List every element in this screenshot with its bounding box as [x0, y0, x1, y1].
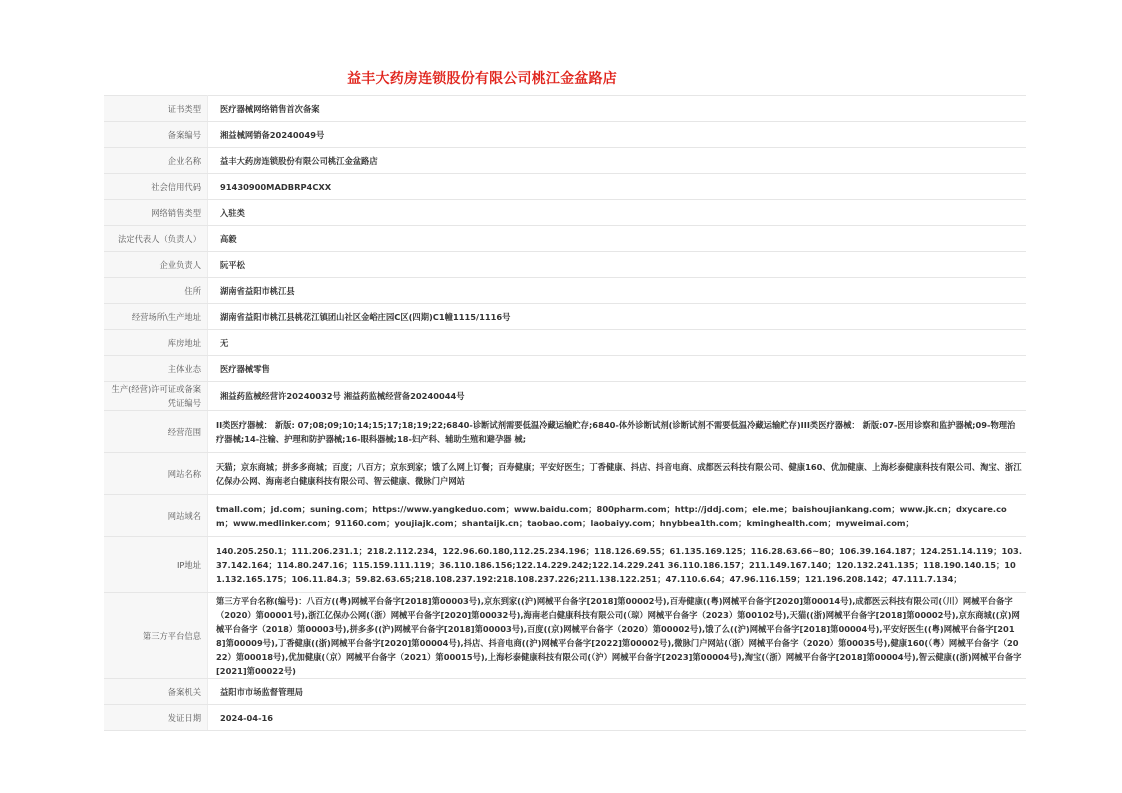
row-label: 经营场所\生产地址 [104, 304, 208, 330]
table-row [104, 226, 1026, 252]
row-value: 天猫；京东商城；拼多多商城；百度；八百方；京东到家；饿了么网上订餐；百寿健康；平安好医生；丁香健康、抖店、抖音电商、成都医云科技有限公司、健康160、优加健康、上海杉泰健康科技有限公司、淘宝、浙江亿保办公网、海南老白健康科技有限公司、智云健康、微脉门户网站 [208, 453, 1027, 495]
row-value: 91430900MADBRP4CXX [208, 174, 1027, 200]
record-table [104, 95, 1026, 731]
row-label: 住所 [104, 278, 208, 304]
row-label: 发证日期 [104, 705, 208, 731]
row-label: 主体业态 [104, 356, 208, 382]
table-row [104, 330, 1026, 356]
row-value: 高毅 [208, 226, 1027, 252]
row-value: 第三方平台名称(编号)：八百方((粤)网械平台备字[2018]第00003号),京东到家((沪)网械平台备字[2018]第00002号),百寿健康((粤)网械平台备字[2020]第00014号),成都医云科技有限公司(（川）网械平台备字（2020）第00001号),浙江亿保办公网(（浙）网械平台备字[2020]第00032号),海南老白健康科技有限公司(（琼）网械平台备字（2023）第00102号),天猫((浙)网械平台备字[2018]第00002号),京东商城((京)网械平台备字（2018）第00003号),拼多多((沪)网械平台备字[2018]第00003号),百度((京)网械平台备字（2020）第00002号),饿了么((沪)网械平台备字[2018]第00004号),平安好医生((粤)网械平台备字[2018]第00009号),丁香健康((浙)网械平台备字[2020]第00004号),抖店、抖音电商((沪)网械平台备字[2022]第00002号),微脉门户网站(（浙）网械平台备字（2020）第00035号),健康160(（粤）网械平台备字（2022）第00018号),优加健康(（京）网械平台备字（2021）第00015号),上海杉泰健康科技有限公司(（沪）网械平台备字[2023]第00004号),淘宝(（浙）网械平台备字[2018]第00004号),智云健康((浙)网械平台备字[2021]第00022号) [208, 593, 1027, 679]
table-row [104, 537, 1026, 593]
table-row [104, 174, 1026, 200]
row-value: 益阳市市场监督管理局 [208, 679, 1027, 705]
row-value: tmall.com；jd.com；suning.com；https://www.yangkeduo.com；www.baidu.com；800pharm.com；http://jddj.com；ele.me；baishoujiankang.com；www.jk.cn；dxycare.com；www.medlinker.com；91160.com；youjiajk.com；shantaijk.cn；taobao.com；laobaiyy.com；hnybbea1th.com；kminghealth.com；myweimai.com； [208, 495, 1027, 537]
row-value: 无 [208, 330, 1027, 356]
row-label: IP地址 [104, 537, 208, 593]
table-row [104, 304, 1026, 330]
row-value: 入驻类 [208, 200, 1027, 226]
row-value: 湘益械网销备20240049号 [208, 122, 1027, 148]
table-row [104, 148, 1026, 174]
row-label: 备案机关 [104, 679, 208, 705]
table-row [104, 200, 1026, 226]
row-value: 湖南省益阳市桃江县 [208, 278, 1027, 304]
row-label: 生产(经营)许可证或备案凭证编号 [104, 382, 208, 411]
table-row [104, 382, 1026, 411]
row-label: 企业负责人 [104, 252, 208, 278]
table-row [104, 96, 1026, 122]
row-label: 法定代表人（负责人） [104, 226, 208, 252]
row-value: 医疗器械零售 [208, 356, 1027, 382]
table-row [104, 453, 1026, 495]
table-row [104, 252, 1026, 278]
document-title: 益丰大药房连锁股份有限公司桃江金盆路店 [347, 71, 617, 87]
row-label: 网站域名 [104, 495, 208, 537]
row-label: 企业名称 [104, 148, 208, 174]
table-row [104, 278, 1026, 304]
row-label: 网络销售类型 [104, 200, 208, 226]
table-row [104, 705, 1026, 731]
row-label: 库房地址 [104, 330, 208, 356]
row-value: 湘益药监械经营许20240032号 湘益药监械经营备20240044号 [208, 382, 1027, 411]
table-row [104, 356, 1026, 382]
row-value: 阮平松 [208, 252, 1027, 278]
row-value: 2024-04-16 [208, 705, 1027, 731]
row-label: 经营范围 [104, 411, 208, 453]
row-value: II类医疗器械： 新版: 07;08;09;10;14;15;17;18;19;22;6840-诊断试剂需要低温冷藏运输贮存;6840-体外诊断试剂(诊断试剂不需要低温冷藏运输贮存)III类医疗器械： 新版:07-医用诊察和监护器械;09-物理治疗器械;14-注输、护理和防护器械;16-眼科器械;18-妇产科、辅助生殖和避孕器 械; [208, 411, 1027, 453]
row-label: 备案编号 [104, 122, 208, 148]
table-row [104, 679, 1026, 705]
table-row [104, 495, 1026, 537]
table-row [104, 411, 1026, 453]
row-label: 证书类型 [104, 96, 208, 122]
row-value: 益丰大药房连锁股份有限公司桃江金盆路店 [208, 148, 1027, 174]
row-label: 网站名称 [104, 453, 208, 495]
row-value: 湖南省益阳市桃江县桃花江镇团山社区金峪庄园C区(四期)C1幢1115/1116号 [208, 304, 1027, 330]
row-value: 140.205.250.1；111.206.231.1；218.2.112.234，122.96.60.180,112.25.234.196；118.126.69.55；61.135.169.125；116.28.63.66~80；106.39.164.187；124.251.14.119；103.37.142.164；114.80.247.16；115.159.111.119；36.110.186.156;122.14.229.242;122.14.229.241 36.110.186.157；211.149.167.140；120.132.241.135；118.190.140.15；101.132.165.175；106.11.84.3；59.82.63.65;218.108.237.192:218.108.237.226;211.138.122.251；47.110.6.64；47.96.116.159；121.196.208.142；47.111.7.134； [208, 537, 1027, 593]
row-label: 第三方平台信息 [104, 593, 208, 679]
row-label: 社会信用代码 [104, 174, 208, 200]
table-row [104, 122, 1026, 148]
row-value: 医疗器械网络销售首次备案 [208, 96, 1027, 122]
table-row [104, 593, 1026, 679]
